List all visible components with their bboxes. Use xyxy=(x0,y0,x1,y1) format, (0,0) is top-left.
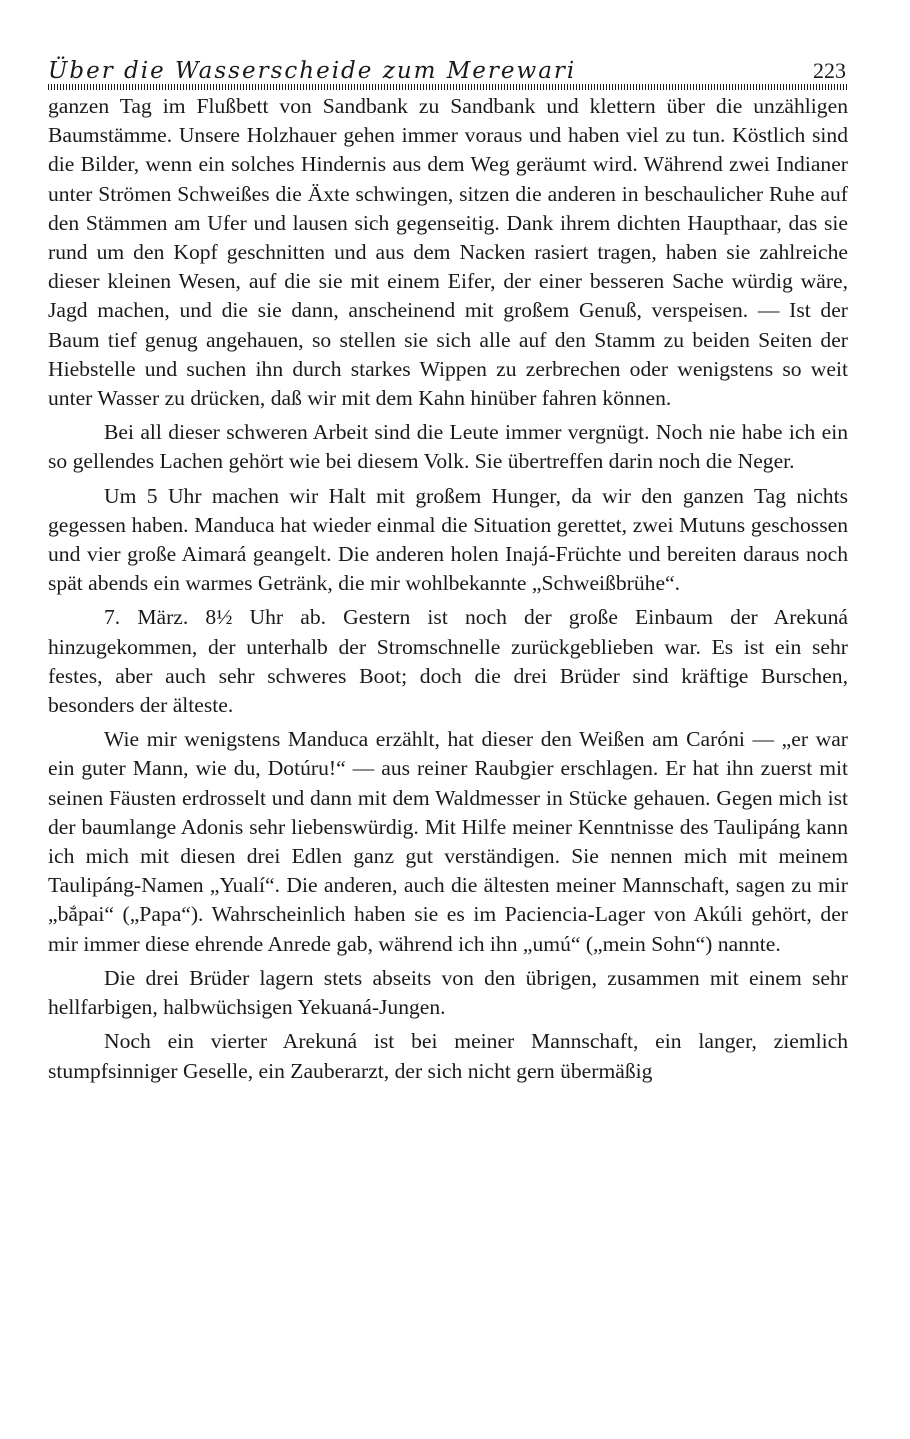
paragraph: 7. März. 8½ Uhr ab. Gestern ist noch der große Einbaum der Arekuná hinzugekommen, der unterhalb der Stromschnelle zurückgeblieben war. Es ist ein sehr festes, aber auch sehr schweres Boot; doch die drei Brüder sind kräftige Burschen, besonders der älteste. xyxy=(48,605,848,718)
header-rule xyxy=(48,84,848,90)
paragraph: Die drei Brüder lagern stets abseits von den übrigen, zusammen mit einem sehr hellfarbigen, halbwüchsigen Yekuaná-Jungen. xyxy=(48,965,848,1020)
running-title: Über die Wasserscheide zum Merewari xyxy=(48,58,577,84)
paragraph: Wie mir wenigstens Manduca erzählt, hat dieser den Weißen am Caróni — „er war ein guter Mann, wie du, Dotúru!“ — aus reiner Raubgier erschlagen. Er hat ihn zuerst mit seinen Fäusten erdrosselt und dann mit dem Waldmesser in Stücke gehauen. Gegen mich ist der baumlange Adonis sehr liebenswürdig. Mit Hilfe meiner Kenntnisse des Taulipáng kann ich mich mit diesen drei Edlen ganz gut verständigen. Sie nennen mich mit meinem Taulipáng-Namen „Yualí“. Die anderen, auch die ältesten meiner Mannschaft, sagen zu mir „bắpai“ („Papa“). Wahrscheinlich haben sie es im Paciencia-Lager von Akúli gehört, der mir immer diese ehrende Anrede gab, während ich ihn „umú“ („mein Sohn“) nannte. xyxy=(48,727,848,956)
paragraph: Bei all dieser schweren Arbeit sind die Leute immer vergnügt. Noch nie habe ich ein so gellendes Lachen gehört wie bei diesem Volk. Sie übertreffen darin noch die Neger. xyxy=(48,420,848,474)
book-page xyxy=(48,56,848,1086)
paragraph: Noch ein vierter Arekuná ist bei meiner Mannschaft, ein langer, ziemlich stumpfsinniger Geselle, ein Zauberarzt, der sich nicht gern übermäßig xyxy=(48,1029,848,1083)
paragraph: ganzen Tag im Flußbett von Sandbank zu Sandbank und klettern über die unzähligen Baumstämme. Unsere Holzhauer gehen immer voraus und haben viel zu tun. Köstlich sind die Bilder, wenn ein solches Hindernis aus dem Weg geräumt wird. Während zwei Indianer unter Strömen Schweißes die Äxte schwingen, sitzen die anderen in beschaulicher Ruhe auf den Stämmen am Ufer und lausen sich gegenseitig. Dank ihrem dichten Haupthaar, das sie rund um den Kopf geschnitten und aus dem Nacken rasiert tragen, haben sie zahlreiche dieser kleinen Wesen, auf die sie mit einem Eifer, der einer besseren Sache würdig wäre, Jagd machen, und die sie dann, anscheinend mit großem Genuß, verspeisen. — Ist der Baum tief genug angehauen, so stellen sie sich alle auf den Stamm zu beiden Seiten der Hiebstelle und suchen ihn durch starkes Wippen zu zerbrechen oder wenigstens so weit unter Wasser zu drücken, daß wir mit dem Kahn hinüber fahren können. xyxy=(48,94,848,411)
paragraph: Um 5 Uhr machen wir Halt mit großem Hunger, da wir den ganzen Tag nichts gegessen haben. Manduca hat wieder einmal die Situation gerettet, zwei Mutuns geschossen und vier große Aimará geangelt. Die anderen holen Inajá-Früchte und bereiten daraus noch spät abends ein warmes Getränk, die mir wohlbekannte „Schweißbrühe“. xyxy=(48,483,848,596)
page-number: 223 xyxy=(813,58,846,83)
page-header xyxy=(48,56,848,90)
body-text xyxy=(48,92,848,1086)
